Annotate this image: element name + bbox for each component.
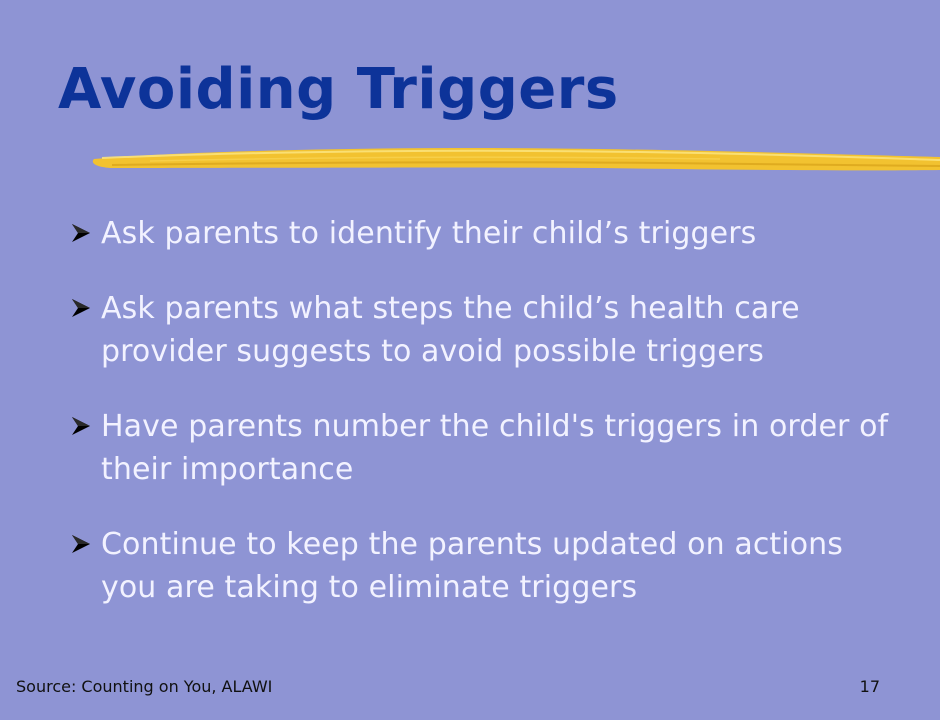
bullet-text: Have parents number the child's triggers in order of their importance xyxy=(101,409,889,487)
bullet-text: Ask parents to identify their child’s triggers xyxy=(101,216,757,251)
arrowhead-bullet-icon xyxy=(70,222,92,244)
bullet-text: Ask parents what steps the child’s health care provider suggests to avoid possible triggers xyxy=(101,291,800,369)
arrowhead-bullet-icon xyxy=(70,297,92,319)
page-number: 17 xyxy=(859,677,880,696)
list-item xyxy=(70,523,890,609)
source-citation: Source: Counting on You, ALAWI xyxy=(16,677,273,696)
list-item xyxy=(70,212,890,255)
list-item xyxy=(70,287,890,373)
bullet-text: Continue to keep the parents updated on actions you are taking to eliminate triggers xyxy=(101,527,844,605)
list-item xyxy=(70,405,890,491)
arrowhead-bullet-icon xyxy=(70,533,92,555)
brush-stroke-underline xyxy=(0,130,940,190)
arrowhead-bullet-icon xyxy=(70,415,92,437)
bullet-list xyxy=(70,212,890,609)
slide-title: Avoiding Triggers xyxy=(58,57,619,122)
